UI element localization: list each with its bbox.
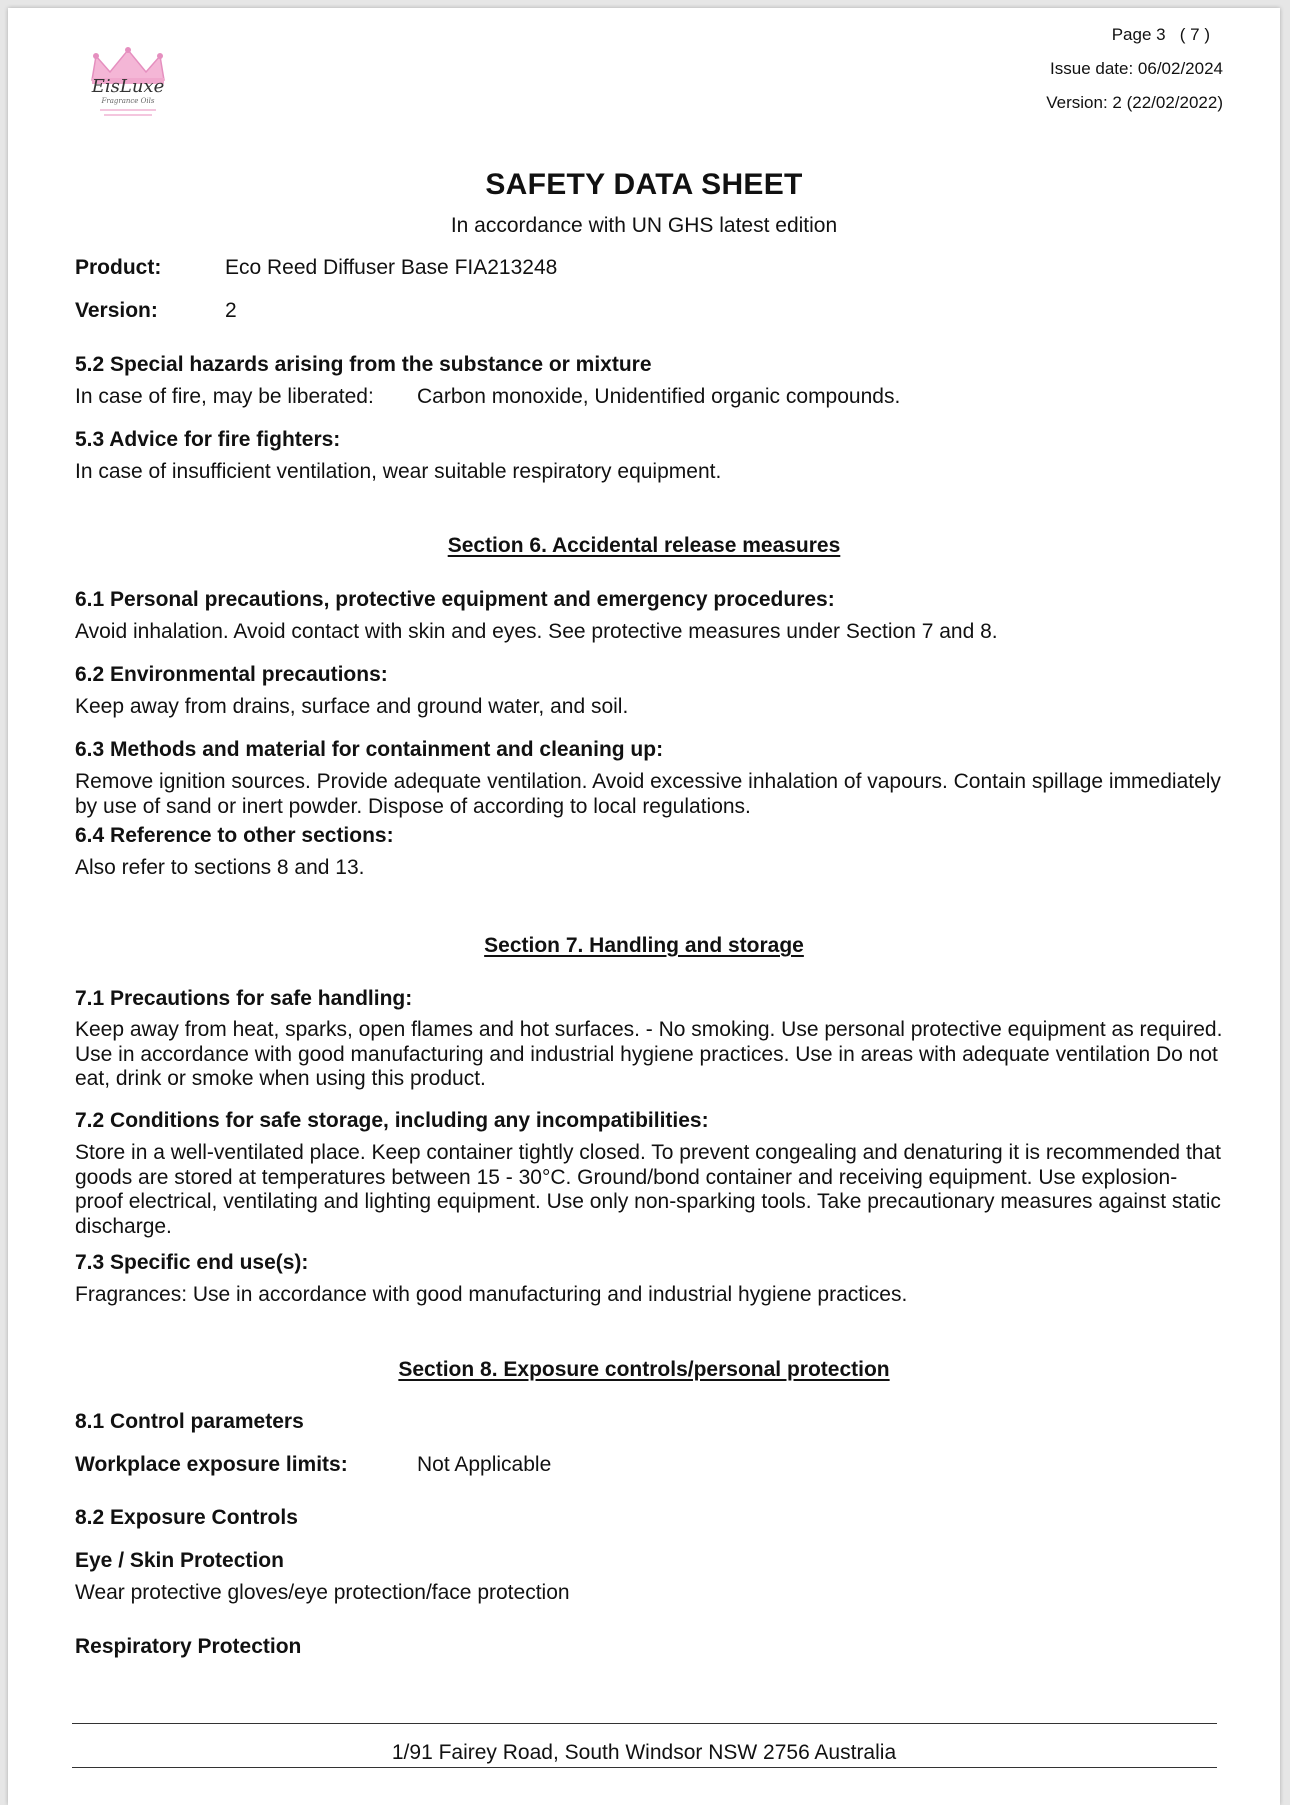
footer-address: 1/91 Fairey Road, South Windsor NSW 2756 Australia (391, 1741, 897, 1764)
version-date: Version: 2 (22/02/2022) (1046, 93, 1223, 112)
document-page (8, 8, 1280, 1805)
heading-eye-skin: Eye / Skin Protection (75, 1549, 284, 1572)
page-current: Page 3 (1111, 25, 1166, 44)
wel-label: Workplace exposure limits: (75, 1453, 348, 1476)
text-eye-skin: Wear protective gloves/eye protection/face protection (75, 1581, 570, 1604)
page-total: ( 7 ) (1179, 25, 1210, 44)
text-5-3: In case of insufficient ventilation, wear suitable respiratory equipment. (75, 460, 722, 483)
version-value: 2 (225, 299, 237, 322)
text-7-2: Store in a well-ventilated place. Keep container tightly closed. To prevent congealing and denaturing it is recommended that goods are stored at temperatures between 15 - 30°C. Ground/bond container and receiving equipment. Use explosion-proof electrical, ventilating and lighting equipment. Use only non-sparking tools. Take precautionary measures against static discharge. (75, 1141, 1221, 1238)
heading-7-3: 7.3 Specific end use(s): (75, 1251, 309, 1274)
product-value: Eco Reed Diffuser Base FIA213248 (225, 256, 558, 279)
heading-6-3: 6.3 Methods and material for containment and cleaning up: (75, 738, 664, 761)
page-number (1112, 25, 1210, 45)
crown-icon (78, 46, 178, 126)
fire-label: In case of fire, may be liberated: (75, 385, 374, 408)
footer-rule-bottom (72, 1767, 1217, 1768)
text-7-1: Keep away from heat, sparks, open flames and hot surfaces. - No smoking. Use personal protective equipment as required. Use in accordance with good manufacturing and industrial hygiene practices. Use in areas with adequate ventilation Do not eat, drink or smoke when using this product. (75, 1018, 1223, 1090)
text-6-3: Remove ignition sources. Provide adequate ventilation. Avoid excessive inhalation of vapours. Contain spillage immediately by use of sand or inert powder. Dispose of according to local regulations. (75, 770, 1221, 818)
text-6-4: Also refer to sections 8 and 13. (75, 856, 365, 879)
version-label: Version: (75, 299, 158, 322)
wel-value: Not Applicable (417, 1453, 552, 1476)
logo-subtext: Fragrance Oils (101, 97, 155, 105)
heading-6-4: 6.4 Reference to other sections: (75, 824, 394, 847)
document-title: SAFETY DATA SHEET (485, 168, 803, 201)
product-label: Product: (75, 256, 162, 279)
company-logo (78, 46, 178, 126)
document-subtitle: In accordance with UN GHS latest edition (450, 214, 838, 237)
heading-6-1: 6.1 Personal precautions, protective equipment and emergency procedures: (75, 588, 835, 611)
heading-6-2: 6.2 Environmental precautions: (75, 663, 388, 686)
text-6-1: Avoid inhalation. Avoid contact with skin and eyes. See protective measures under Section 7 and 8. (75, 620, 998, 643)
footer-rule-top (72, 1723, 1217, 1724)
issue-date: Issue date: 06/02/2024 (1050, 59, 1223, 78)
heading-7-2: 7.2 Conditions for safe storage, including any incompatibilities: (75, 1109, 709, 1132)
section-6-title: Section 6. Accidental release measures (447, 534, 841, 557)
heading-5-3: 5.3 Advice for fire fighters: (75, 428, 341, 451)
heading-8-2: 8.2 Exposure Controls (75, 1506, 298, 1529)
heading-5-2: 5.2 Special hazards arising from the substance or mixture (75, 353, 652, 376)
logo-wordmark: EisLuxe (91, 76, 165, 97)
section-7-title: Section 7. Handling and storage (484, 934, 804, 957)
section-8-title: Section 8. Exposure controls/personal protection (398, 1358, 890, 1381)
heading-respiratory: Respiratory Protection (75, 1635, 302, 1658)
fire-value: Carbon monoxide, Unidentified organic compounds. (417, 385, 901, 408)
text-7-3: Fragrances: Use in accordance with good manufacturing and industrial hygiene practices. (75, 1283, 908, 1306)
heading-8-1: 8.1 Control parameters (75, 1410, 304, 1433)
heading-7-1: 7.1 Precautions for safe handling: (75, 987, 413, 1010)
text-6-2: Keep away from drains, surface and ground water, and soil. (75, 695, 629, 718)
